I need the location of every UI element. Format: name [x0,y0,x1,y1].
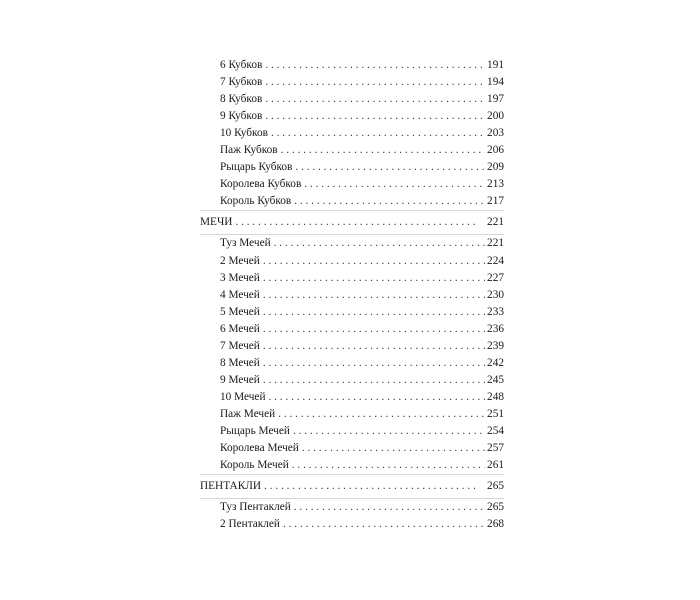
toc-entry-page: 217 [487,195,504,208]
toc-entry [200,108,504,125]
toc-entry [200,423,504,440]
toc-entry-page: 230 [487,288,504,301]
toc-entry-label: 9 Кубков [220,110,263,123]
toc-section-label: ПЕНТАКЛИ [200,480,262,493]
toc-entry-page: 268 [487,518,504,531]
toc-entry-label: 10 Кубков [220,127,268,140]
toc-entry [200,176,504,193]
toc-entry [200,253,504,270]
dot-leader [263,253,485,270]
toc-entry [200,457,504,474]
toc-entry-page: 224 [487,254,504,267]
dot-leader [271,125,485,142]
toc-entry-label: 9 Мечей [220,373,260,386]
dot-leader [302,440,485,457]
toc-entry [200,142,504,159]
toc-entry-page: 227 [487,271,504,284]
toc-entry-label: Паж Кубков [220,144,278,157]
toc-entry-page: 191 [487,59,504,71]
toc-entry [200,389,504,406]
toc-entry-label: 7 Кубков [220,76,263,89]
dot-leader [281,142,485,159]
toc-entry-page: 245 [487,373,504,386]
toc-entry-page: 209 [487,161,504,174]
section-divider [200,210,504,211]
toc-entry-page: 206 [487,144,504,157]
dot-leader [304,176,485,193]
dot-leader [283,516,485,533]
toc-entry-label: 8 Кубков [220,93,263,106]
toc-section-page: 221 [487,216,504,229]
dot-leader [263,355,485,372]
toc-entry-label: Королева Мечей [220,442,299,455]
toc-entry-page: 248 [487,390,504,403]
toc-entry [200,91,504,108]
toc-entry-page: 257 [487,442,504,455]
toc-entry-label: 5 Мечей [220,305,260,318]
toc-entry [200,338,504,355]
toc-entry-label: 10 Мечей [220,390,266,403]
toc-entry [200,406,504,423]
toc-entry-page: 251 [487,407,504,420]
toc-entry-label: 6 Мечей [220,322,260,335]
toc-entry [200,57,504,74]
toc-entry-label: 7 Мечей [220,339,260,352]
dot-leader [263,338,485,355]
toc-entry [200,287,504,304]
toc-entry [200,499,504,516]
section-divider [200,474,504,475]
toc-entry-label: Туз Мечей [220,237,271,250]
toc-entry [200,304,504,321]
toc-entry [200,355,504,372]
toc-entry [200,235,504,252]
toc-entry-page: 233 [487,305,504,318]
toc-section-page: 265 [487,480,504,493]
toc-entry-label: 2 Пентаклей [220,518,280,531]
toc-entry [200,372,504,389]
toc-entry [200,516,504,533]
dot-leader [265,91,485,108]
toc-entry [200,125,504,142]
dot-leader [263,321,485,338]
toc-entry-page: 242 [487,356,504,369]
dot-leader [265,74,485,91]
toc-entry-page: 236 [487,322,504,335]
toc-section-pentacles [200,478,504,495]
toc-section-swords [200,214,504,231]
toc-entry-label: 6 Кубков [220,59,263,71]
toc-entry-label: Король Кубков [220,195,292,208]
toc-entry-page: 213 [487,178,504,191]
dot-leader [263,270,485,287]
toc-entry-label: 4 Мечей [220,288,260,301]
dot-leader [294,193,485,210]
toc-entry-label: 8 Мечей [220,356,260,369]
dot-leader [295,159,485,176]
toc-entry [200,270,504,287]
toc-entry [200,321,504,338]
dot-leader [293,423,485,440]
dot-leader [235,214,479,231]
toc-entry-page: 200 [487,110,504,123]
toc-entry [200,159,504,176]
dot-leader [269,389,486,406]
toc-entry [200,74,504,91]
toc-entry-label: Рыцарь Кубков [220,161,293,174]
toc-entry-page: 254 [487,424,504,437]
dot-leader [294,499,485,516]
dot-leader [263,372,485,389]
toc-section-label: МЕЧИ [200,216,233,229]
dot-leader [264,478,479,495]
toc-entry-label: 2 Мечей [220,254,260,267]
dot-leader [292,457,485,474]
toc-entry-page: 239 [487,339,504,352]
table-of-contents [200,57,504,533]
toc-entry-label: Рыцарь Мечей [220,424,290,437]
toc-entry-page: 261 [487,459,504,472]
toc-entry [200,193,504,210]
toc-entry [200,440,504,457]
toc-entry-page: 265 [487,501,504,514]
toc-entry-page: 203 [487,127,504,140]
toc-entry-label: Паж Мечей [220,407,276,420]
toc-entry-label: Туз Пентаклей [220,501,291,514]
dot-leader [265,57,485,74]
toc-entry-label: Королева Кубков [220,178,302,191]
dot-leader [265,108,485,125]
dot-leader [263,287,485,304]
toc-entry-label: Король Мечей [220,459,289,472]
dot-leader [278,406,485,423]
toc-entry-label: 3 Мечей [220,271,260,284]
dot-leader [274,235,485,252]
toc-entry-page: 194 [487,76,504,89]
toc-entry-page: 197 [487,93,504,106]
toc-entry-page: 221 [487,237,504,250]
dot-leader [263,304,485,321]
